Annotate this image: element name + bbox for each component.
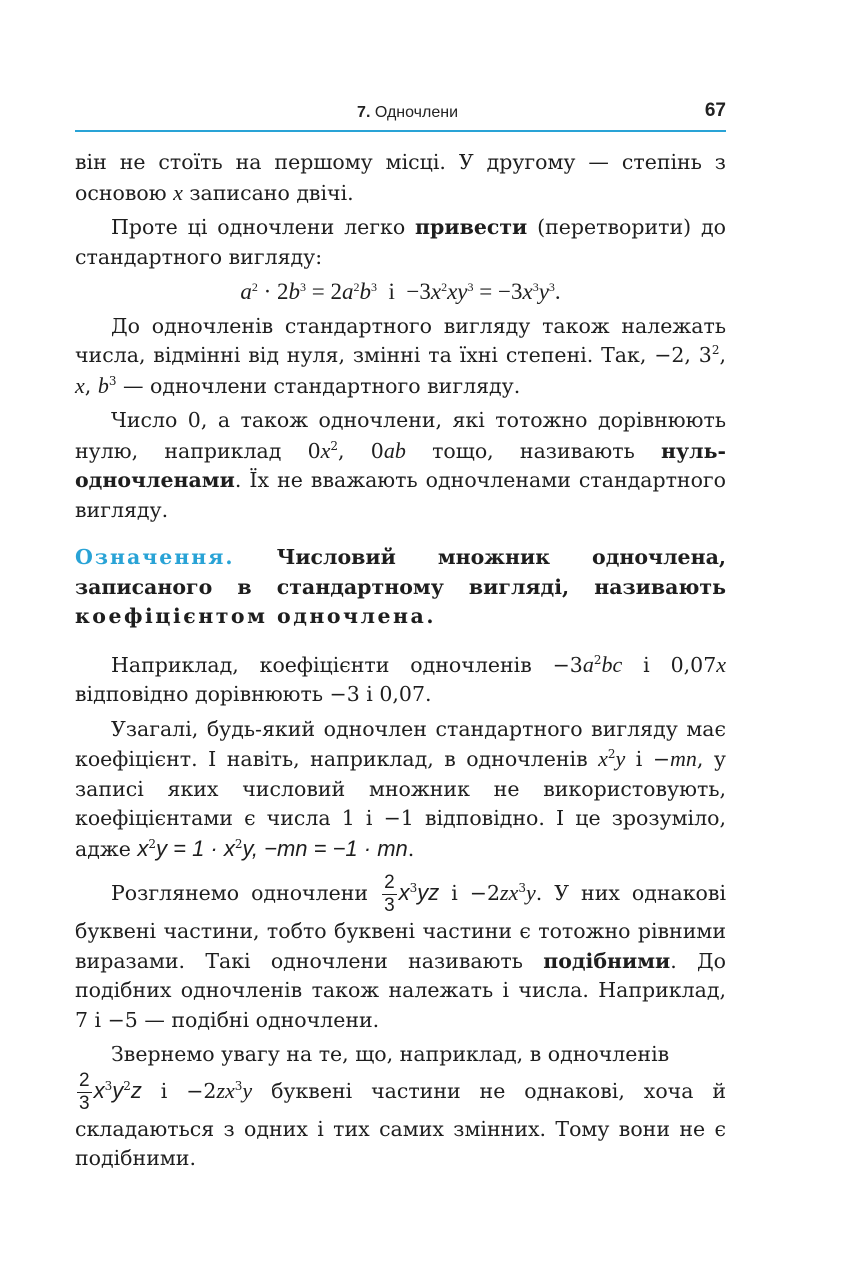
paragraph-7: Розглянемо одночлени $\frac{2}{3}$ $x^3yz$ $і -2zx^3y$. У них однакові буквені частини, тобто буквені частини є тотожно рівними виразами. Такі одночлени називають подібними. До подібних одночленів також належать і числа. Наприклад, 7 і −5 — подібні одночлени. xyxy=(75,872,726,1032)
fraction-two-thirds: $\frac{2}{3}$ xyxy=(384,872,395,916)
chapter-number: 7. xyxy=(357,104,371,121)
paragraph-5: Наприклад, коефіцієнти одночленів $-3a^2bc$ і 0,07x відповідно дорівнюють −3 і 0,07. xyxy=(75,651,727,706)
term-coefficient: коефіцієнтом одночлена xyxy=(75,604,427,628)
term-similar: подібними xyxy=(543,948,671,973)
page-number: 67 xyxy=(704,100,726,121)
paragraph-3: До одночленів стандартного вигляду також належать числа, відмінні від нуля, змінні та їхні степені. Так, −2, $3^2$, x, $b^3$ — одночлени стандартного вигляду. xyxy=(75,313,726,398)
paragraph-1: він не стоїть на першому місці. У другому — степінь з основою x записано двічі. xyxy=(75,150,726,205)
term-bring: привести xyxy=(415,215,528,239)
fraction-two-thirds-2: $\frac{2}{3}$ xyxy=(79,1069,90,1114)
definition-block: Означення. Числовий множник одночлена, записаного в стандартному вигляді, називають коефіцієнтом одночлена. xyxy=(75,545,726,628)
definition-label: Означення. xyxy=(75,545,235,569)
paragraph-2: Проте ці одночлени легко привести (перетворити) до стандартного вигляду: xyxy=(75,215,726,269)
paragraph-4: Число 0, а також одночлени, які тотожно дорівнюють нулю, наприклад $0x^2$, 0ab тощо, називають нуль-одночленами. Їх не вважають одночленами стандартного вигляду. xyxy=(75,408,726,522)
paragraph-8: Звернемо увагу на те, що, наприклад, в одночленів xyxy=(111,1042,670,1066)
term-zero-monomials: нуль-одночленами xyxy=(75,438,726,492)
paragraph-6: Узагалі, будь-який одночлен стандартного вигляду має коефіцієнт. І навіть, наприклад, в одночленів $x^2y$ і −mn, у записі яких числовий множник не використовують, коефіцієнтами є числа 1 і −1 відповідно. І це зрозуміло, адже $x^2y = 1 \cdot x^2y$, −mn = −1 · mn. xyxy=(75,716,726,861)
paragraph-9: $\frac{2}{3}$ $x^3y^2z$ $і -2zx^3y$ буквені частини не однакові, хоча й складаються з одних і тих самих змінних. Тому вони не є подібними. xyxy=(75,1069,726,1170)
running-title xyxy=(357,104,458,122)
formula-standard-form: $a^2 \cdot 2b^3 = 2a^2b^3$ $і -3x^2xy^3 = -3x^3y^3$. xyxy=(240,279,561,304)
page-header xyxy=(75,98,726,132)
page-body xyxy=(75,148,726,1179)
chapter-title: Одночлени xyxy=(374,104,458,121)
